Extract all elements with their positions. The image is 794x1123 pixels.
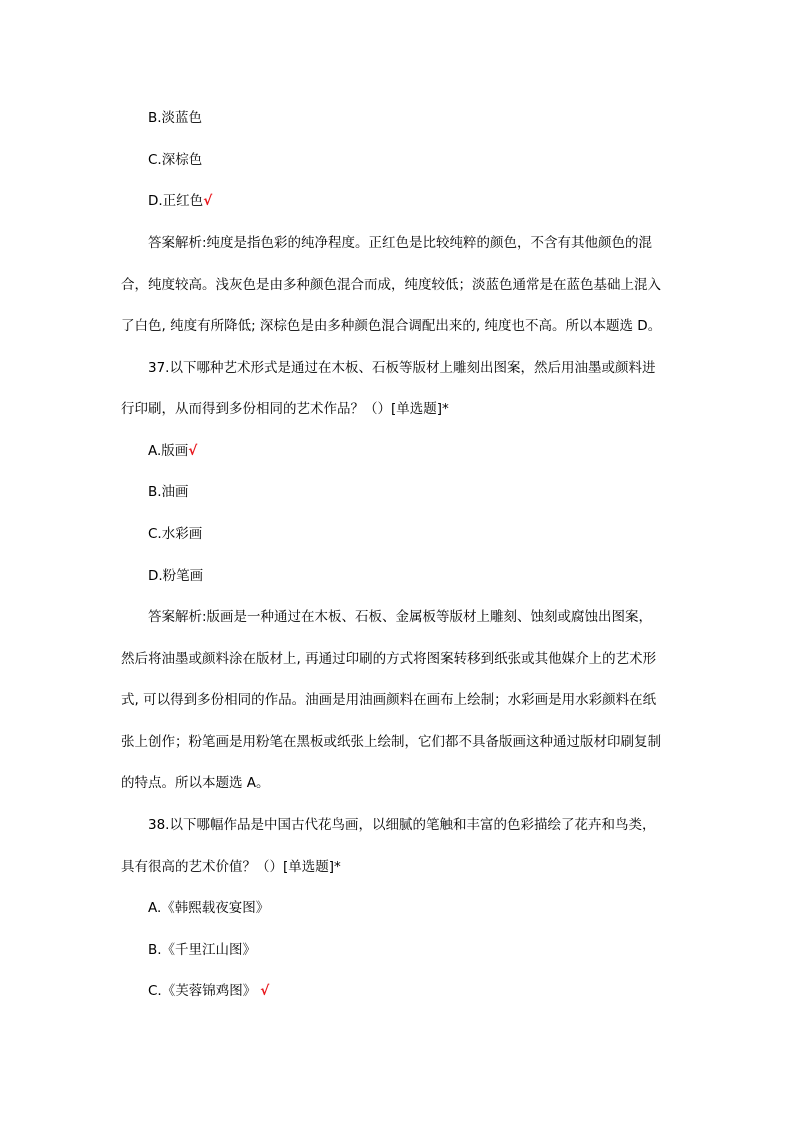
- q36-option-c: C.深棕色: [148, 152, 203, 168]
- q38-question-line: 38.以下哪幅作品是中国古代花鸟画，以细腻的笔触和丰富的色彩描绘了花卉和鸟类，: [148, 817, 656, 833]
- q36-option-d: D.正红色√: [148, 193, 213, 209]
- q37-option-d: D.粉笔画: [148, 568, 204, 584]
- q37-analysis-line: 的特点。所以本题选 A。: [121, 775, 270, 791]
- q36-analysis-line: 合，纯度较高。浅灰色是由多种颜色混合而成，纯度较低；淡蓝色通常是在蓝色基础上混入: [121, 277, 661, 293]
- q36-analysis-line: 答案解析:纯度是指色彩的纯净程度。正红色是比较纯粹的颜色，不含有其他颜色的混: [148, 235, 653, 251]
- q37-option-b: B.油画: [148, 484, 189, 500]
- q37-analysis-line: 然后将油墨或颜料涂在版材上, 再通过印刷的方式将图案转移到纸张或其他媒介上的艺术形: [121, 651, 657, 667]
- q37-question-line: 行印刷，从而得到多份相同的艺术作品？（）[单选题]*: [121, 401, 449, 417]
- correct-check-mark: √: [203, 193, 213, 209]
- q38-question-line: 具有很高的艺术价值？（）[单选题]*: [121, 859, 341, 875]
- q37-analysis-line: 张上创作；粉笔画是用粉笔在黑板或纸张上绘制，它们都不具备版画这种通过版材印刷复制: [121, 734, 661, 750]
- q36-analysis-line: 了白色, 纯度有所降低; 深棕色是由多种颜色混合调配出来的, 纯度也不高。所以本题选 D。: [121, 318, 662, 334]
- q37-option-a: A.版画√: [148, 443, 198, 459]
- q38-option-b: B.《千里江山图》: [148, 942, 257, 958]
- correct-check-mark: √: [260, 983, 270, 999]
- q38-option-a: A.《韩熙载夜宴图》: [148, 900, 270, 916]
- correct-check-mark: √: [188, 443, 198, 459]
- q37-option-c: C.水彩画: [148, 526, 203, 542]
- q38-option-c: C.《芙蓉锦鸡图》 √: [148, 983, 270, 999]
- q36-option-b: B.淡蓝色: [148, 110, 203, 126]
- q37-analysis-line: 式, 可以得到多份相同的作品。油画是用油画颜料在画布上绘制；水彩画是用水彩颜料在纸: [121, 692, 657, 708]
- q37-question-line: 37.以下哪种艺术形式是通过在木板、石板等版材上雕刻出图案，然后用油墨或颜料进: [148, 360, 656, 376]
- q37-analysis-line: 答案解析:版画是一种通过在木板、石板、金属板等版材上雕刻、蚀刻或腐蚀出图案，: [148, 609, 653, 625]
